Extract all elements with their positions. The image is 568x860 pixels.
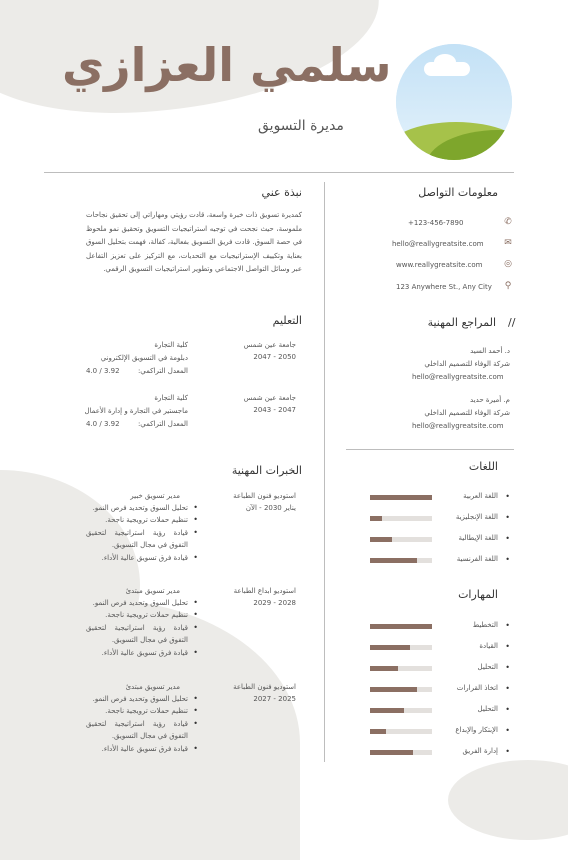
skill-level-bar <box>370 624 432 629</box>
language-label: اللغة الإيطالية <box>458 534 498 542</box>
location-icon: ⚲ <box>504 281 512 291</box>
skill-row <box>370 725 510 737</box>
skill-level-bar <box>370 750 432 755</box>
language-row <box>370 533 510 545</box>
skill-label: التحليل <box>477 705 498 713</box>
skill-row <box>370 683 510 695</box>
list-item: • تحليل السوق وتحديد فرص النمو. <box>86 597 188 609</box>
experience-heading: الخبرات المهنية <box>231 464 302 477</box>
bullet-dot: • <box>505 684 510 693</box>
contact-phone: +123-456-7890 <box>408 219 464 227</box>
language-level-fill <box>370 516 382 521</box>
education-university: جامعة عين شمس <box>243 341 296 349</box>
about-heading: نبذة عني <box>261 186 302 199</box>
list-item: • قيادة فرق تسويق عالية الأداء. <box>86 552 188 564</box>
bullet-dot: • <box>505 555 510 564</box>
reference-company: شركة الوفاء للتصميم الداخلي <box>424 409 510 417</box>
job-title: مديرة التسويق <box>258 118 344 134</box>
education-years: 2047 - 2050 <box>253 353 296 361</box>
language-level-bar <box>370 495 432 500</box>
education-faculty: كلية التجارة <box>154 394 188 402</box>
language-level-bar <box>370 516 432 521</box>
skill-level-fill <box>370 729 386 734</box>
skill-level-bar <box>370 729 432 734</box>
education-university: جامعة عين شمس <box>243 394 296 402</box>
background-blob <box>448 760 568 840</box>
skill-label: إدارة الفريق <box>462 747 498 755</box>
experience-dates: 2025 - 2027 <box>253 695 296 703</box>
education-years: 2043 - 2047 <box>253 406 296 414</box>
contact-heading: معلومات التواصل <box>418 186 498 199</box>
email-icon: ✉ <box>504 238 512 248</box>
contact-address: 123 Anywhere St., Any City <box>396 283 492 291</box>
reference-name: م. أميرة حديد <box>470 396 510 404</box>
experience-role: مدير تسويق مبتدئ <box>125 683 180 691</box>
experience-dates: يناير 2030 - الآن <box>245 504 296 512</box>
education-gpa-label: المعدل التراكمي: <box>137 367 188 375</box>
bullet-dot: • <box>505 642 510 651</box>
language-label: اللغة العربية <box>463 492 498 500</box>
bullet-dot: • <box>505 492 510 501</box>
skill-level-bar <box>370 708 432 713</box>
language-level-bar <box>370 558 432 563</box>
candidate-name: سلمي العزازي <box>62 38 392 92</box>
experience-bullets <box>86 693 200 755</box>
languages-heading: اللغات <box>468 460 498 473</box>
language-level-fill <box>370 495 432 500</box>
language-label: اللغة الإنجليزية <box>455 513 498 521</box>
divider <box>346 449 514 450</box>
experience-company: استوديو ابداع الطباعة <box>233 587 296 595</box>
education-faculty: كلية التجارة <box>154 341 188 349</box>
education-gpa: 4.0 / 3.92 <box>86 420 120 428</box>
language-row <box>370 512 510 524</box>
education-degree: ماجستير في التجارة و إدارة الأعمال <box>84 407 188 415</box>
skill-label: القيادة <box>479 642 498 650</box>
skills-heading: المهارات <box>458 588 498 601</box>
language-level-bar <box>370 537 432 542</box>
education-degree: دبلومة في التسويق الإلكتروني <box>100 354 188 362</box>
reference-name: د. أحمد السيد <box>470 347 510 355</box>
skill-label: الإبتكار والإبداع <box>455 726 498 734</box>
list-item: • تنظيم حملات ترويجية ناجحة. <box>86 514 188 526</box>
skill-level-bar <box>370 687 432 692</box>
experience-role: مدير تسويق خبير <box>130 492 180 500</box>
experience-bullets <box>86 502 200 564</box>
bullet-dot: • <box>505 747 510 756</box>
bullet-dot: • <box>505 726 510 735</box>
list-item: • تنظيم حملات ترويجية ناجحة. <box>86 705 188 717</box>
phone-icon: ✆ <box>504 217 512 227</box>
reference-email[interactable]: hello@reallygreatsite.com <box>412 373 504 381</box>
bullet-dot: • <box>505 513 510 522</box>
contact-website[interactable]: www.reallygreatsite.com <box>396 261 483 269</box>
skill-level-fill <box>370 624 432 629</box>
skill-level-fill <box>370 750 413 755</box>
about-text: كمديرة تسويق ذات خبرة واسعة، قادت رؤيتي ومهاراتي إلى تحقيق نجاحات ملموسة، حيث نجحت في توجيه استراتيجيات التسويق وتحقيق نمو ملحوظ في حصة السوق. قادت فريق التسويق بفعالية، كفالة، فهمت بتحليل السوق بعناية وتكييف الإستراتيجيات مع التحديات، مع التركيز على تعزيز التفاعل عبر وسائل التواصل الاجتماعي وتطوير استراتيجيات التسويق الرقمي. <box>86 211 302 273</box>
skill-level-fill <box>370 666 398 671</box>
skill-level-fill <box>370 645 410 650</box>
bullet-dot: • <box>505 663 510 672</box>
references-heading: المراجع المهنية <box>427 316 496 329</box>
divider <box>44 172 514 173</box>
skill-row <box>370 704 510 716</box>
language-row <box>370 491 510 503</box>
reference-email[interactable]: hello@reallygreatsite.com <box>412 422 504 430</box>
education-gpa-label: المعدل التراكمي: <box>137 420 188 428</box>
profile-photo <box>396 44 512 160</box>
experience-company: استوديو فنون الطباعة <box>233 683 296 691</box>
language-level-fill <box>370 558 417 563</box>
list-item: • قيادة فرق تسويق عالية الأداء. <box>86 743 188 755</box>
skill-label: التخطيط <box>472 621 498 629</box>
experience-bullets <box>86 597 200 659</box>
language-label: اللغة الفرنسية <box>456 555 498 563</box>
experience-company: استوديو فنون الطباعة <box>233 492 296 500</box>
skill-level-fill <box>370 687 417 692</box>
skill-level-fill <box>370 708 404 713</box>
skill-row <box>370 746 510 758</box>
bullet-dot: • <box>505 534 510 543</box>
reference-company: شركة الوفاء للتصميم الداخلي <box>424 360 510 368</box>
list-item: • قيادة رؤية استراتيجية لتحقيق التفوق في مجال التسويق. <box>86 718 188 743</box>
column-divider <box>324 182 325 762</box>
skill-row <box>370 662 510 674</box>
bullet-dot: • <box>505 705 510 714</box>
language-row <box>370 554 510 566</box>
list-item: • قيادة فرق تسويق عالية الأداء. <box>86 647 188 659</box>
skill-row <box>370 620 510 632</box>
skill-level-bar <box>370 645 432 650</box>
skill-label: التحليل <box>477 663 498 671</box>
list-item: • تحليل السوق وتحديد فرص النمو. <box>86 502 188 514</box>
list-item: • قيادة رؤية استراتيجية لتحقيق التفوق في مجال التسويق. <box>86 622 188 647</box>
experience-role: مدير تسويق مبتدئ <box>125 587 180 595</box>
experience-dates: 2028 - 2029 <box>253 599 296 607</box>
list-item: • تنظيم حملات ترويجية ناجحة. <box>86 609 188 621</box>
language-level-fill <box>370 537 392 542</box>
skill-row <box>370 641 510 653</box>
contact-email[interactable]: hello@reallygreatsite.com <box>392 240 484 248</box>
skill-label: اتخاذ القرارات <box>456 684 498 692</box>
references-marker: // <box>508 316 516 329</box>
education-heading: التعليم <box>272 314 302 327</box>
bullet-dot: • <box>505 621 510 630</box>
skill-level-bar <box>370 666 432 671</box>
list-item: • تحليل السوق وتحديد فرص النمو. <box>86 693 188 705</box>
education-gpa: 4.0 / 3.92 <box>86 367 120 375</box>
list-item: • قيادة رؤية استراتيجية لتحقيق التفوق في مجال التسويق. <box>86 527 188 552</box>
globe-icon: ◎ <box>504 259 512 269</box>
